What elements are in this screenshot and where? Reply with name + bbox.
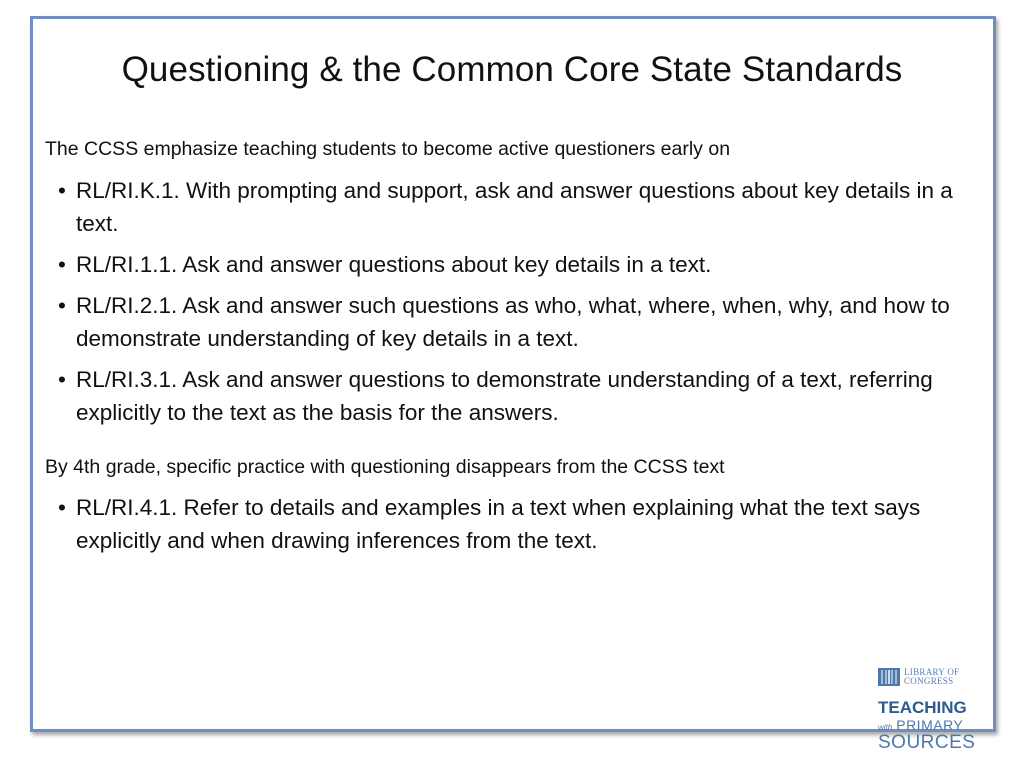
standard-text: RL/RI.K.1. With prompting and support, ask and answer questions about key details in a text. bbox=[76, 178, 953, 236]
standards-list-4th-grade bbox=[58, 491, 963, 565]
section-intro-early: The CCSS emphasize teaching students to become active questioners early on bbox=[45, 138, 731, 160]
slide-title: Questioning & the Common Core State Standards bbox=[121, 50, 903, 89]
logo-sources: SOURCES bbox=[878, 732, 976, 753]
list-item bbox=[58, 174, 963, 240]
list-item bbox=[58, 491, 963, 557]
standard-text: RL/RI.1.1. Ask and answer questions about key details in a text. bbox=[76, 252, 712, 277]
list-item bbox=[58, 248, 963, 281]
logo-teaching: TEACHING bbox=[878, 698, 967, 717]
book-icon bbox=[878, 668, 900, 686]
bullet-marker: • bbox=[58, 178, 66, 203]
bullet-marker: • bbox=[58, 252, 66, 277]
logo-library-line2: CONGRESS bbox=[904, 676, 954, 686]
bullet-marker: • bbox=[58, 367, 66, 392]
list-item bbox=[58, 363, 963, 429]
list-item bbox=[58, 289, 963, 355]
standard-text: RL/RI.2.1. Ask and answer such questions as who, what, where, when, why, and how to demonstrate understanding of key details in a text. bbox=[76, 293, 950, 351]
bullet-marker: • bbox=[58, 495, 66, 520]
standard-text: RL/RI.4.1. Refer to details and examples in a text when explaining what the text says explicitly and when drawing inferences from the text. bbox=[76, 495, 921, 553]
logo-primary: PRIMARY bbox=[896, 717, 964, 733]
library-of-congress-logo bbox=[878, 668, 976, 756]
standards-list-early bbox=[58, 174, 963, 437]
section-intro-4th-grade: By 4th grade, specific practice with questioning disappears from the CCSS text bbox=[45, 456, 725, 478]
standard-text: RL/RI.3.1. Ask and answer questions to demonstrate understanding of a text, referring explicitly to the text as the basis for the answers. bbox=[76, 367, 933, 425]
logo-with: with bbox=[878, 723, 893, 732]
logo-library-line1: LIBRARY OF bbox=[904, 667, 960, 677]
bullet-marker: • bbox=[58, 293, 66, 318]
